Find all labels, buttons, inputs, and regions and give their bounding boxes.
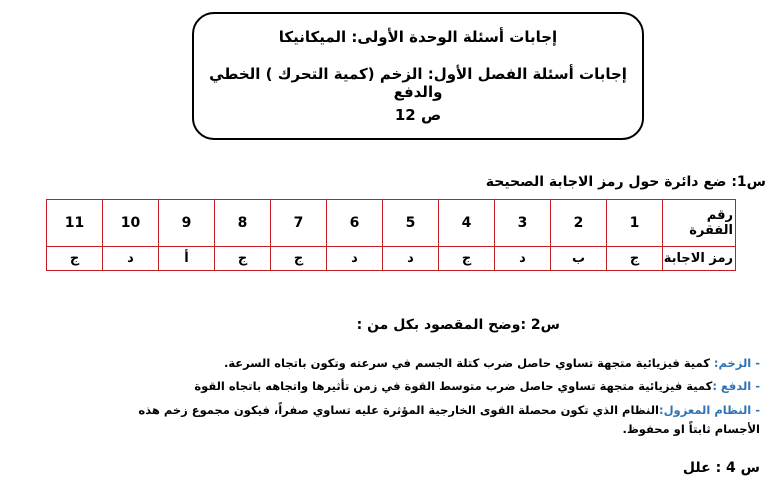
question-4-prompt: س 4 : علل: [682, 460, 760, 476]
number-cell: 6: [327, 200, 383, 247]
chapter-title: إجابات أسئلة الفصل الأول: الزخم (كمية التحرك ) الخطي والدفع: [209, 65, 627, 101]
answer-cell: د: [327, 246, 383, 270]
answer-cell: د: [495, 246, 551, 270]
term-isolated-system: - النظام المعزول:: [658, 403, 760, 417]
answer-cell: أ: [159, 246, 215, 270]
number-cell: 1: [607, 200, 663, 247]
question-1-prompt: س1: ضع دائرة حول رمز الاجابة الصحيحة: [485, 174, 766, 190]
number-cell: 5: [383, 200, 439, 247]
number-cell: 9: [159, 200, 215, 247]
question-2-prompt: س2 :وضح المقصود بكل من :: [356, 317, 560, 333]
unit-title: إجابات أسئلة الوحدة الأولى: الميكانيكا: [278, 28, 558, 46]
row-label-answer: رمز الاجابة: [663, 246, 736, 270]
answer-cell: ج: [439, 246, 495, 270]
answers-row: [47, 246, 736, 270]
answer-cell: ج: [271, 246, 327, 270]
definition-text: كمية فيزيائية متجهة تساوي حاصل ضرب متوسط القوة في زمن تأثيرها واتجاهه باتجاه القوة: [194, 379, 713, 393]
title-box: [192, 12, 644, 140]
answer-cell: ج: [607, 246, 663, 270]
number-cell: 8: [215, 200, 271, 247]
definition-isolated-system: [120, 401, 760, 439]
definition-text: النظام الذي تكون محصلة القوى الخارجية المؤثرة عليه تساوي صفراً، فيكون مجموع زخم هذه الأجسام ثابتاً او محفوظ.: [138, 403, 760, 436]
number-cell: 11: [47, 200, 103, 247]
definition-impulse: [120, 377, 760, 396]
answer-cell: د: [103, 246, 159, 270]
answer-cell: ج: [47, 246, 103, 270]
number-cell: 3: [495, 200, 551, 247]
answer-cell: ج: [215, 246, 271, 270]
number-cell: 10: [103, 200, 159, 247]
answer-cell: د: [383, 246, 439, 270]
answers-table: [46, 199, 736, 271]
number-cell: 7: [271, 200, 327, 247]
row-label-number: رقم الفقرة: [663, 200, 736, 247]
definition-momentum: [120, 354, 760, 373]
definition-text: كمية فيزيائية متجهة تساوي حاصل ضرب كتلة الجسم في سرعته وتكون باتجاه السرعة.: [223, 356, 714, 370]
number-cell: 2: [551, 200, 607, 247]
page-reference: ص 12: [394, 106, 442, 124]
number-cell: 4: [439, 200, 495, 247]
term-impulse: - الدفع :: [712, 379, 760, 393]
answer-cell: ب: [551, 246, 607, 270]
term-momentum: - الزخم:: [713, 356, 760, 370]
numbers-row: [47, 200, 736, 247]
